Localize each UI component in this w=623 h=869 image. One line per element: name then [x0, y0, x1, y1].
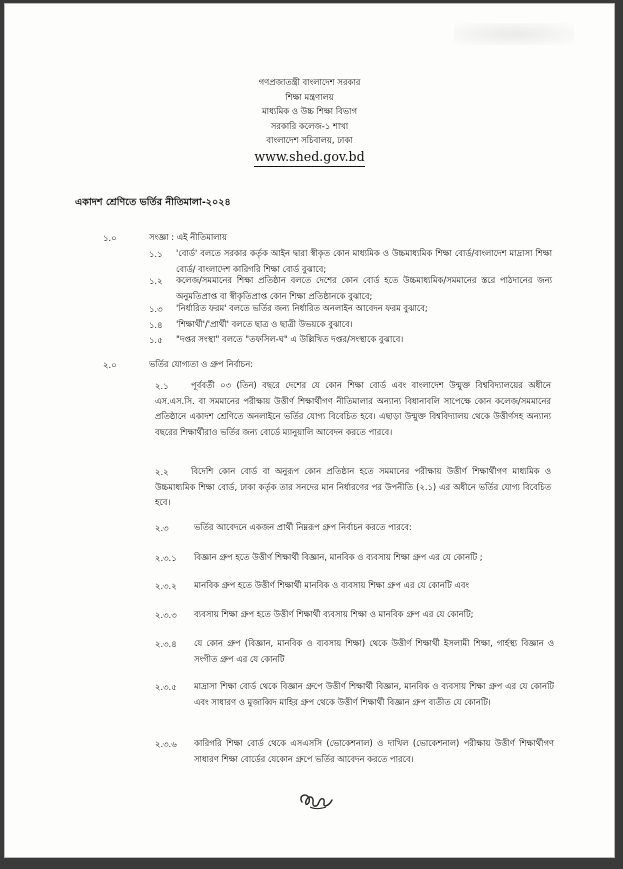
- section-2-heading: ভর্তির যোগ্যতা ও গ্রুপ নির্বাচন:: [149, 359, 254, 369]
- item-1-5-number: ১.৫: [149, 335, 163, 345]
- header-line-4: সরকারি কলেজ-১ শাখা: [270, 120, 349, 131]
- item-1-1-number: ১.১: [149, 249, 163, 259]
- item-1-4-text: 'শিক্ষার্থী'/'প্রার্থী' বলতে ছাত্র ও ছাত্রী উভয়কে বুঝাবে।: [176, 319, 353, 329]
- document-title: একাদশ শ্রেণিতে ভর্তির নীতিমালা-২০২৪: [75, 197, 231, 208]
- sub-2-3-2-number: ২.৩.২: [155, 581, 177, 591]
- para-2-3-text: ভর্তির আবেদনে একজন প্রার্থী নিম্নরূপ গ্রুপ নির্বাচন করতে পারবে:: [194, 522, 412, 532]
- header-line-1: গণপ্রজাতন্ত্রী বাংলাদেশ সরকার: [258, 77, 361, 87]
- item-1-5-text: "দপ্তর সংস্থা" বলতে "তফসিল-ঘ" এ উল্লিখিত দপ্তর/সংস্থাকে বুঝাবে।: [176, 334, 404, 344]
- sub-2-3-6-text: কারিগরি শিক্ষা বোর্ড থেকে এসএসসি (ভোকেশনাল) ও দাখিল (ভোকেশনাল) পরীক্ষায় উত্তীর্ণ শিক্ষার্থীগণ সাধারণ শিক্ষা বোর্ডের যেকোন গ্রুপে ভর্তির আবেদন করতে পারবে।: [194, 738, 554, 764]
- item-1-1-text: 'বোর্ড' বলতে সরকার কর্তৃক আইন দ্বারা স্বীকৃত কোন মাধ্যমিক ও উচ্চমাধ্যমিক শিক্ষা বোর্ড/বাংলাদেশ মাদ্রাসা শিক্ষা বোর্ড/ বাংলাদেশ কারিগরি শিক্ষা বোর্ড বুঝাবে;: [176, 248, 552, 274]
- sub-2-3-3-number: ২.৩.৩: [155, 610, 177, 620]
- header-line-3: মাধ্যমিক ও উচ্চ শিক্ষা বিভাগ: [262, 106, 357, 117]
- sub-2-3-5-text: মাদ্রাসা শিক্ষা বোর্ড থেকে বিজ্ঞান গ্রুপে উত্তীর্ণ শিক্ষার্থী বিজ্ঞান, মানবিক ও ব্যবসায় শিক্ষা গ্রুপ এর যে কোনটি এবং সাধারণ ও মুজাব্বিদ মাহির গ্রুপ থেকে উত্তীর্ণ শিক্ষার্থী বিজ্ঞান গ্রুপ ব্যতীত যে কোনটি।: [194, 681, 554, 707]
- sub-2-3-4-number: ২.৩.৪: [155, 639, 177, 649]
- sub-2-3-1-number: ২.৩.১: [155, 553, 177, 563]
- section-1-heading: সংজ্ঞা : এই নীতিমালায়: [149, 232, 227, 242]
- header-line-5: বাংলাদেশ সচিবালয়, ঢাকা: [266, 135, 353, 146]
- header-line-2: শিক্ষা মন্ত্রণালয়: [285, 91, 334, 102]
- para-2-1-number: ২.১: [155, 381, 169, 391]
- government-header: [4, 75, 615, 167]
- item-1-3-number: ১.৩: [149, 304, 163, 314]
- para-2-2-number: ২.২: [155, 467, 169, 477]
- item-1-4-number: ১.৪: [149, 320, 163, 330]
- website-link[interactable]: www.shed.gov.bd: [254, 148, 364, 167]
- sub-2-3-4-text: যে কোন গ্রুপ (বিজ্ঞান, মানবিক ও ব্যবসায় শিক্ষা) থেকে উত্তীর্ণ শিক্ষার্থী ইসলামী শিক্ষা, গার্হস্থ্য বিজ্ঞান ও সংগীত গ্রুপ এর যে কোনটি: [194, 638, 554, 664]
- sub-2-3-2-text: মানবিক গ্রুপ হতে উত্তীর্ণ শিক্ষার্থী মানবিক ও ব্যবসায় শিক্ষা গ্রুপ এর যে কোনটি এবং: [194, 580, 470, 590]
- section-1-number: ১.০: [103, 233, 117, 243]
- para-2-3-number: ২.৩: [155, 523, 169, 533]
- section-2-number: ২.০: [103, 360, 117, 370]
- item-1-2-number: ১.২: [149, 276, 163, 286]
- sub-2-3-5-number: ২.৩.৫: [155, 682, 177, 692]
- sub-2-3-3-text: ব্যবসায় শিক্ষা গ্রুপ হতে উত্তীর্ণ শিক্ষার্থী ব্যবসায় শিক্ষা ও মানবিক গ্রুপ এর যে কোনটি;: [194, 609, 474, 619]
- item-1-3-text: 'নির্ধারিত ফরম' বলতে ভর্তির জন্য নির্ধারিত অনলাইন আবেদন ফরম বুঝাবে;: [176, 303, 428, 313]
- item-1-2-text: কলেজ/সমমানের শিক্ষা প্রতিষ্ঠান বলতে দেশের কোন বোর্ড হতে উচ্চমাধ্যমিক/সমমানের স্তরে পাঠদানের জন্য অনুমতিপ্রাপ্ত বা স্বীকৃতিপ্রাপ্ত কোন শিক্ষা প্রতিষ্ঠানকে বুঝাবে;: [176, 275, 552, 301]
- document-page: [4, 3, 615, 858]
- sub-2-3-1-text: বিজ্ঞান গ্রুপ হতে উত্তীর্ণ শিক্ষার্থী বিজ্ঞান, মানবিক ও ব্যবসায় শিক্ষা গ্রুপ এর যে কোনটি ;: [194, 552, 483, 562]
- sub-2-3-6-number: ২.৩.৬: [155, 739, 177, 749]
- para-2-2-text: বিদেশি কোন বোর্ড বা অনুরূপ কোন প্রতিষ্ঠান হতে সমমানের পরীক্ষায় উত্তীর্ণ শিক্ষার্থীগণ মাধ্যমিক ও উচ্চমাধ্যমিক শিক্ষা বোর্ড, ঢাকা কর্তৃক তার সনদের মান নির্ধারণের পর উপনীতি (২.১) এর অধীনে ভর্তির যোগ্য বিবেচিত হবে।: [155, 466, 551, 507]
- para-2-1-text: পূর্ববর্তী ০৩ (তিন) বছরে দেশের যে কোন শিক্ষা বোর্ড এবং বাংলাদেশ উন্মুক্ত বিশ্ববিদ্যালয়ের অধীনে এস.এস.সি. বা সমমানের পরীক্ষায় উত্তীর্ণ শিক্ষার্থীগণ নীতিমালার অন্যান্য বিধানাবলি সাপেক্ষে কোন কলেজ/সমমানের প্রতিষ্ঠানে একাদশ শ্রেণিতে অনলাইনে ভর্তির যোগ্য বিবেচিত হবে। এছাড়া উন্মুক্ত বিশ্ববিদ্যালয় থেকে উত্তীর্ণসহ অন্যান্য বছরের শিক্ষার্থীরাও ভর্তির জন্য বোর্ডে ম্যানুয়ালি আবেদন করতে পারবে।: [155, 380, 551, 437]
- signature-initial: [296, 790, 336, 812]
